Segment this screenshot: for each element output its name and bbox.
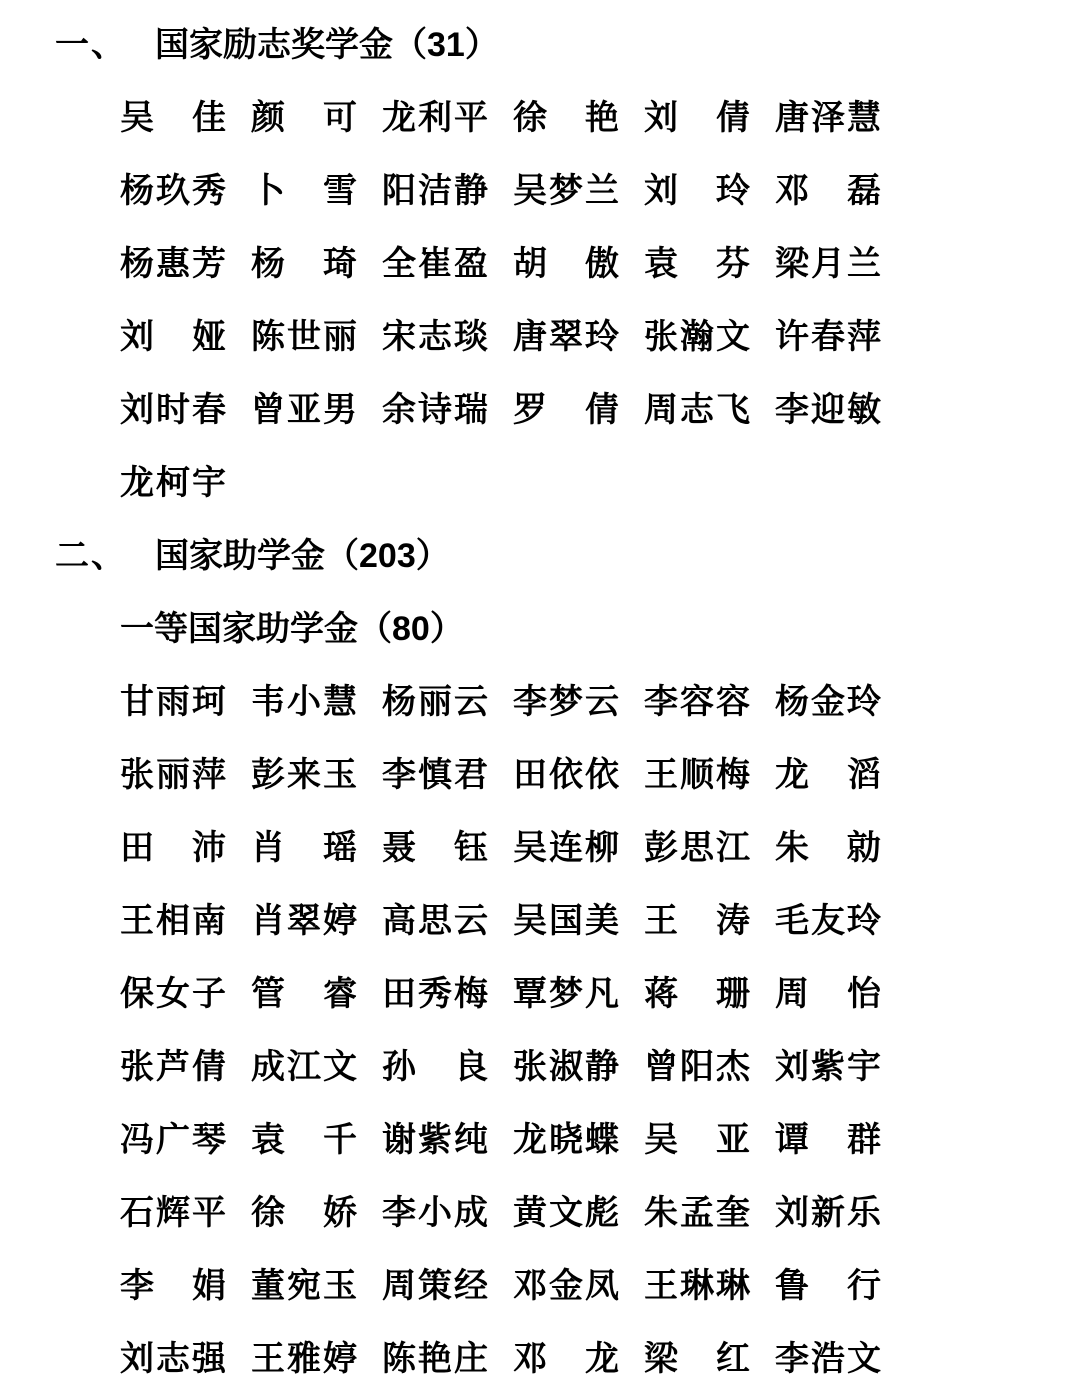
student-name: 王雅婷 [251,1339,357,1378]
student-name: 梁月兰 [775,244,881,283]
student-name: 龙柯宇 [120,463,226,502]
student-name: 朱孟奎 [644,1193,750,1232]
student-name: 张淑静 [513,1047,619,1086]
student-name: 谢紫纯 [382,1120,488,1159]
name-row [0,1176,1080,1249]
student-name: 罗倩 [513,390,619,429]
student-name: 毛友玲 [775,901,881,940]
student-name: 刘时春 [120,390,226,429]
student-name: 肖瑶 [251,828,357,867]
name-row [0,884,1080,957]
name-row [0,81,1080,154]
student-name: 高思云 [382,901,488,940]
student-name: 成江文 [251,1047,357,1086]
section-heading-1 [0,8,1080,81]
student-name: 管睿 [251,974,357,1013]
name-row [0,1030,1080,1103]
student-name: 龙滔 [775,755,881,794]
section-number: 一、 [55,25,127,64]
name-row [0,227,1080,300]
student-name: 杨玖秀 [120,171,226,210]
student-name: 王琳琳 [644,1266,750,1305]
student-name: 刘新乐 [775,1193,881,1232]
student-name: 余诗瑞 [382,390,488,429]
student-name: 全崔盈 [382,244,488,283]
student-name: 胡傲 [513,244,619,283]
student-name: 曾阳杰 [644,1047,750,1086]
student-name: 吴梦兰 [513,171,619,210]
student-name: 周志飞 [644,390,750,429]
student-name: 李容容 [644,682,750,721]
student-name: 孙良 [382,1047,488,1086]
student-name: 朱勍 [775,828,881,867]
student-name: 冯广琴 [120,1120,226,1159]
student-name: 刘玲 [644,171,750,210]
student-name: 杨金玲 [775,682,881,721]
name-row [0,1322,1080,1395]
student-name: 邓磊 [775,171,881,210]
student-name: 韦小慧 [251,682,357,721]
student-name: 田依依 [513,755,619,794]
student-name: 聂钰 [382,828,488,867]
student-name: 周怡 [775,974,881,1013]
student-name: 彭来玉 [251,755,357,794]
section-heading-2 [0,519,1080,592]
student-name: 石辉平 [120,1193,226,1232]
student-name: 袁千 [251,1120,357,1159]
student-name: 覃梦凡 [513,974,619,1013]
student-name: 陈世丽 [251,317,357,356]
student-name: 周策经 [382,1266,488,1305]
student-name: 李梦云 [513,682,619,721]
student-name: 李迎敏 [775,390,881,429]
student-name: 李浩文 [775,1339,881,1378]
name-row [0,738,1080,811]
student-name: 吴佳 [120,98,226,137]
student-name: 王相南 [120,901,226,940]
student-name: 杨丽云 [382,682,488,721]
student-name: 肖翠婷 [251,901,357,940]
student-name: 李慎君 [382,755,488,794]
student-name: 梁红 [644,1339,750,1378]
student-name: 吴连柳 [513,828,619,867]
name-row [0,373,1080,446]
student-name: 邓龙 [513,1339,619,1378]
student-name: 彭思江 [644,828,750,867]
student-name: 李小成 [382,1193,488,1232]
student-name: 许春萍 [775,317,881,356]
student-name: 杨惠芳 [120,244,226,283]
student-name: 唐泽慧 [775,98,881,137]
student-name: 吴亚 [644,1120,750,1159]
student-name: 曾亚男 [251,390,357,429]
name-row [0,957,1080,1030]
student-name: 杨琦 [251,244,357,283]
student-name: 徐娇 [251,1193,357,1232]
student-name: 王顺梅 [644,755,750,794]
name-row [0,1249,1080,1322]
student-name: 田沛 [120,828,226,867]
name-row [0,446,1080,519]
student-name: 谭群 [775,1120,881,1159]
student-name: 刘娅 [120,317,226,356]
student-name: 李娟 [120,1266,226,1305]
student-name: 刘志强 [120,1339,226,1378]
section-number: 二、 [55,536,127,575]
student-name: 龙晓蝶 [513,1120,619,1159]
student-name: 鲁行 [775,1266,881,1305]
name-row [0,811,1080,884]
student-name: 董宛玉 [251,1266,357,1305]
student-name: 邓金凤 [513,1266,619,1305]
student-name: 颜可 [251,98,357,137]
name-row [0,665,1080,738]
subsection-title-text: 一等国家助学金（80） [120,609,464,648]
student-name: 张芦倩 [120,1047,226,1086]
section-title: 国家励志奖学金（31） [155,25,499,64]
student-name: 袁芬 [644,244,750,283]
student-name: 徐艳 [513,98,619,137]
student-name: 宋志琰 [382,317,488,356]
student-name: 卜雪 [251,171,357,210]
student-name: 张瀚文 [644,317,750,356]
student-name: 王涛 [644,901,750,940]
name-row [0,1103,1080,1176]
student-name: 吴国美 [513,901,619,940]
student-name: 陈艳庄 [382,1339,488,1378]
student-name: 黄文彪 [513,1193,619,1232]
student-name: 甘雨珂 [120,682,226,721]
student-name: 刘倩 [644,98,750,137]
student-name: 唐翠玲 [513,317,619,356]
student-name: 田秀梅 [382,974,488,1013]
student-name: 刘紫宇 [775,1047,881,1086]
student-name: 阳洁静 [382,171,488,210]
student-name: 蒋珊 [644,974,750,1013]
student-name: 龙利平 [382,98,488,137]
name-row [0,154,1080,227]
student-name: 张丽萍 [120,755,226,794]
section-title: 国家助学金（203） [155,536,450,575]
subsection-title [0,592,1080,665]
name-row [0,300,1080,373]
student-name: 保女子 [120,974,226,1013]
